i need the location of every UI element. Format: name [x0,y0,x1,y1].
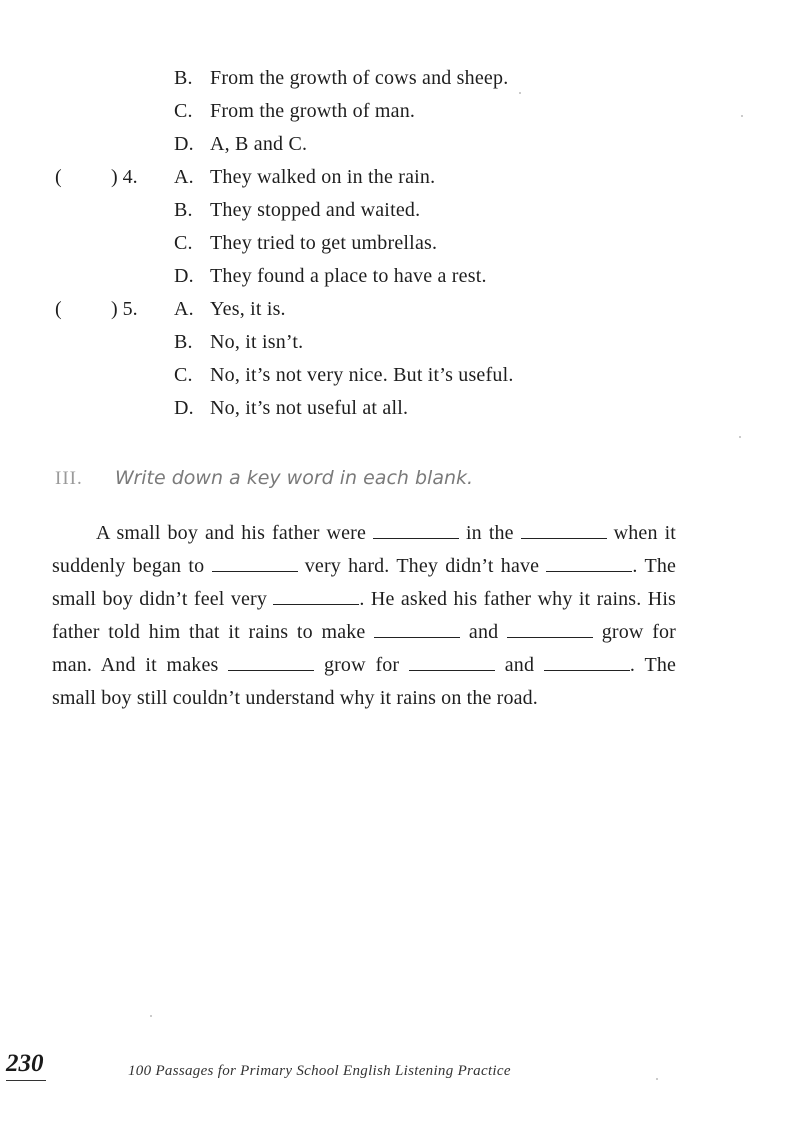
option-text: They tried to get umbrellas. [210,232,438,254]
answer-paren-open: ( [55,298,62,320]
q3-option-d [174,132,307,156]
question-number: ) 5. [111,298,138,320]
q4-option-a [174,165,435,189]
passage-text: very hard. They didn’t have [297,555,547,577]
option-text: They walked on in the rain. [210,166,436,188]
passage-text: and [460,621,508,643]
q4-number [55,165,138,189]
scan-speck [739,436,741,438]
option-text: They stopped and waited. [210,199,421,221]
answer-blank[interactable] [409,656,495,671]
answer-blank[interactable] [374,623,460,638]
passage-text: when it suddenly began to [52,522,676,577]
passage-text: grow for man. And it makes [52,621,676,676]
q4-option-b [174,198,420,222]
option-letter: B. [174,331,193,353]
q5-number [55,297,138,321]
answer-blank[interactable] [373,524,459,539]
option-letter: B. [174,67,193,89]
answer-blank[interactable] [212,557,298,572]
option-text: No, it’s not very nice. But it’s useful. [210,364,514,386]
option-text: From the growth of man. [210,100,416,122]
option-text: A, B and C. [210,133,308,155]
page-number: 230 [6,1050,44,1077]
section-numeral: III. [55,468,83,489]
scan-speck [741,115,743,117]
scan-speck [519,92,521,94]
page-number-underline [6,1080,46,1081]
option-letter: B. [174,199,193,221]
option-text: No, it isn’t. [210,331,304,353]
q5-option-a [174,297,286,321]
book-title: 100 Passages for Primary School English Listening Practice [128,1063,511,1079]
answer-blank[interactable] [507,623,593,638]
answer-blank[interactable] [544,656,630,671]
option-letter: A. [174,166,194,188]
option-letter: D. [174,133,194,155]
section-instruction: Write down a key word in each blank. [115,467,474,489]
option-letter: A. [174,298,194,320]
q5-option-c [174,363,514,387]
answer-paren-open: ( [55,166,62,188]
option-letter: D. [174,265,194,287]
q5-option-b [174,330,303,354]
passage-text: in the [459,522,521,544]
option-letter: C. [174,232,193,254]
scan-speck [150,1015,152,1017]
cloze-passage [52,517,676,715]
passage-text: grow for [314,654,409,676]
answer-blank[interactable] [546,557,632,572]
q4-option-d [174,264,487,288]
option-text: They found a place to have a rest. [210,265,487,287]
section-heading [55,466,473,491]
q4-option-c [174,231,437,255]
option-letter: C. [174,100,193,122]
option-letter: C. [174,364,193,386]
scan-speck [656,1078,658,1080]
question-number: ) 4. [111,166,138,188]
option-text: Yes, it is. [210,298,286,320]
passage-text: . The small boy didn’t feel very [52,555,676,610]
option-text: No, it’s not useful at all. [210,397,409,419]
option-letter: D. [174,397,194,419]
q3-option-c [174,99,415,123]
option-text: From the growth of cows and sheep. [210,67,509,89]
answer-blank[interactable] [228,656,314,671]
answer-blank[interactable] [521,524,607,539]
q3-option-b [174,66,508,90]
passage-text: . He asked his father why it rains. His father told him that it rains to make [52,588,676,643]
passage-text: A small boy and his father were [96,522,373,544]
passage-text: and [495,654,544,676]
passage-text: . The small boy still couldn’t understand why it rains on the road. [52,654,676,709]
answer-blank[interactable] [273,590,359,605]
q5-option-d [174,396,408,420]
